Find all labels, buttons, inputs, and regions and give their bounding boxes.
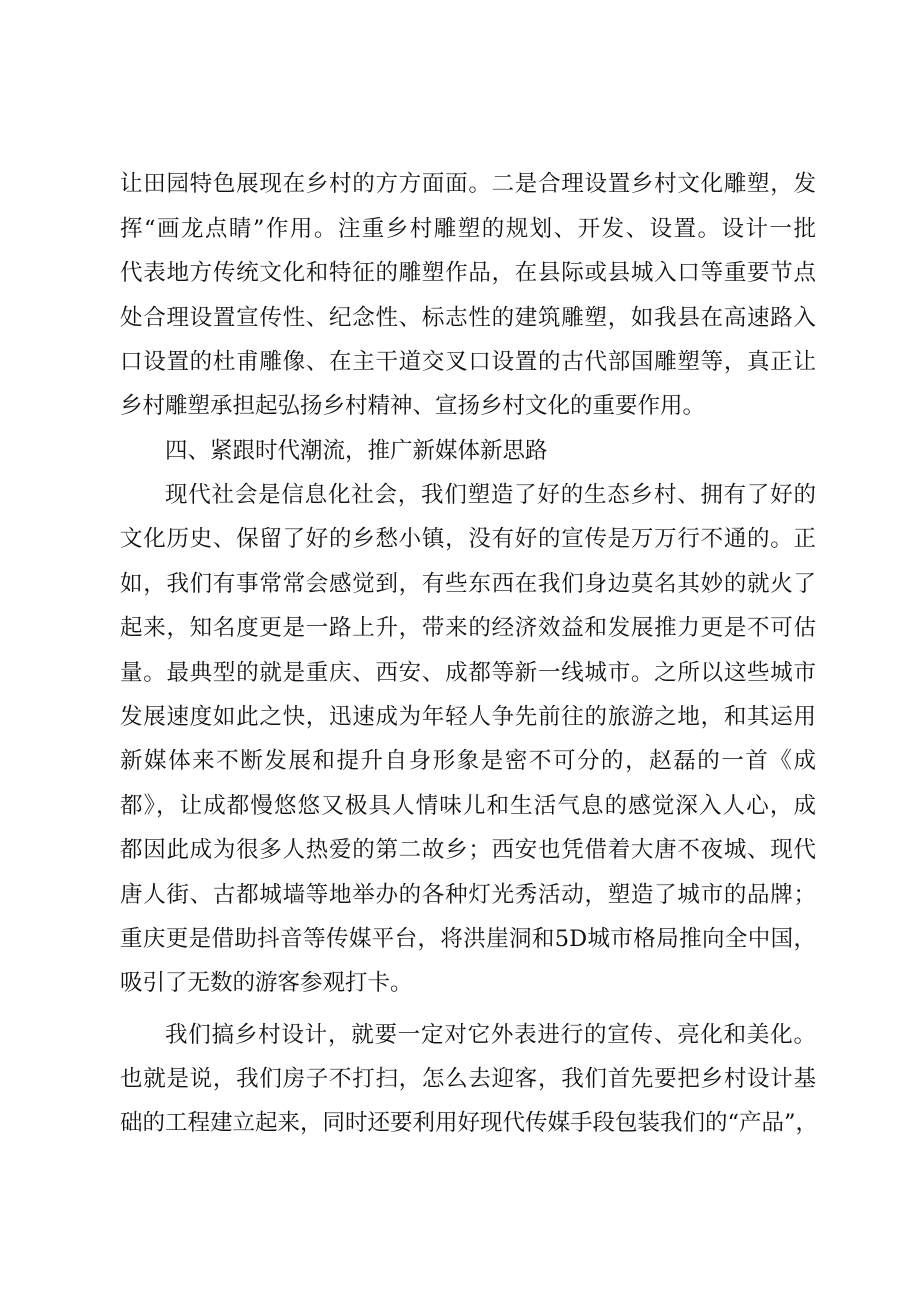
text-line: 也就是说，我们房子不打扫，怎么去迎客，我们首先要把乡村设计基	[120, 1066, 816, 1092]
text-line: 如，我们有事常常会感觉到，有些东西在我们身边莫名其妙的就火了	[120, 571, 816, 597]
text-line: 让田园特色展现在乡村的方方面面。二是合理设置乡村文化雕塑，发	[120, 171, 816, 197]
text-line: 都》，让成都慢悠悠又极具人情味儿和生活气息的感觉深入人心，成	[120, 793, 816, 819]
text-line: 代表地方传统文化和特征的雕塑作品，在县际或县城入口等重要节点	[120, 260, 816, 286]
text-line: 口设置的杜甫雕像、在主干道交叉口设置的古代部国雕塑等，真正让	[120, 349, 816, 375]
text-line: 乡村雕塑承担起弘扬乡村精神、宣扬乡村文化的重要作用。	[120, 393, 706, 419]
text-line: 唐人街、古都城墙等地举办的各种灯光秀活动，塑造了城市的品牌；	[120, 882, 816, 908]
text-line: 现代社会是信息化社会，我们塑造了好的生态乡村、拥有了好的	[165, 482, 816, 508]
text-line: 新媒体来不断发展和提升自身形象是密不可分的，赵磊的一首《成	[120, 748, 816, 774]
text-line: 处合理设置宣传性、纪念性、标志性的建筑雕塑，如我县在高速路入	[120, 305, 816, 331]
text-line: 文化历史、保留了好的乡愁小镇，没有好的宣传是万万行不通的。正	[120, 526, 816, 552]
text-line: 都因此成为很多人热爱的第二故乡；西安也凭借着大唐不夜城、现代	[120, 837, 816, 863]
text-line: 础的工程建立起来，同时还要利用好现代传媒手段包装我们的“产品”，	[120, 1110, 819, 1136]
text-line: 起来，知名度更是一路上升，带来的经济效益和发展推力更是不可估	[120, 615, 816, 641]
text-line: 吸引了无数的游客参观打卡。	[120, 970, 413, 996]
text-line: 我们搞乡村设计，就要一定对它外表进行的宣传、亮化和美化。	[165, 1022, 816, 1048]
text-line: 重庆更是借助抖音等传媒平台，将洪崖洞和5D城市格局推向全中国，	[120, 926, 816, 952]
text-line: 发展速度如此之快，迅速成为年轻人争先前往的旅游之地，和其运用	[120, 704, 816, 730]
section-heading: 四、紧跟时代潮流，推广新媒体新思路	[165, 438, 548, 464]
text-line: 量。最典型的就是重庆、西安、成都等新一线城市。之所以这些城市	[120, 660, 816, 686]
text-line: 挥“画龙点睛”作用。注重乡村雕塑的规划、开发、设置。设计一批	[120, 216, 816, 242]
